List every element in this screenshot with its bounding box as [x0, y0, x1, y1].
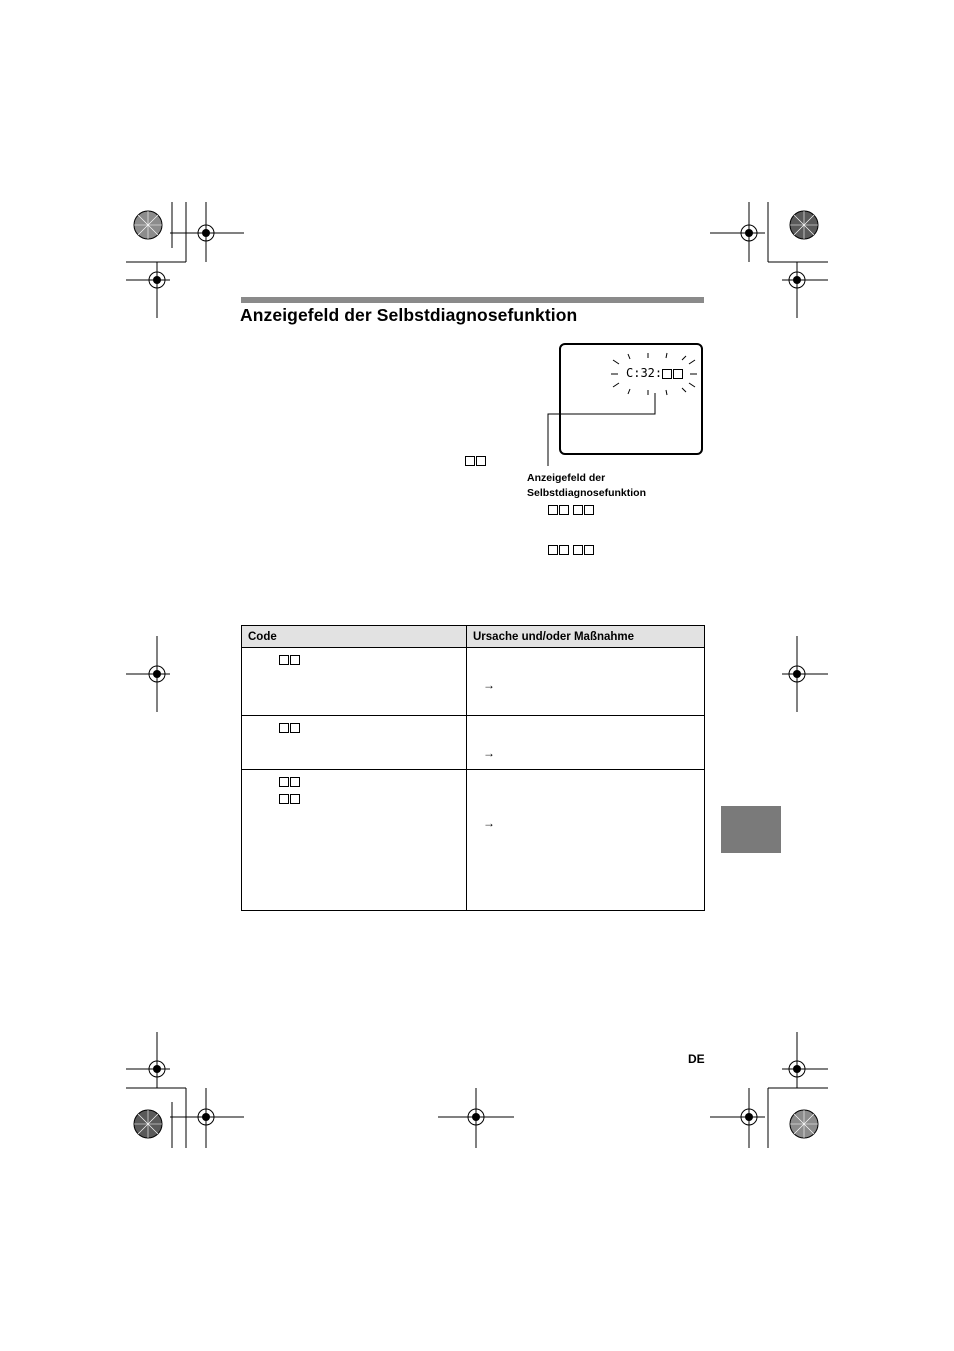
callout-caption: Anzeigefeld der Selbstdiagnosefunktion: [527, 472, 647, 499]
section-tab-marker: [721, 806, 781, 853]
placeholder-box: [279, 777, 289, 787]
placeholder-box: [584, 545, 594, 555]
placeholder-box: [584, 505, 594, 515]
code-placeholder: [465, 453, 487, 467]
lcd-screen-illustration: [559, 343, 703, 455]
placeholder-box: [548, 505, 558, 515]
placeholder-box: [573, 545, 583, 555]
page-title: Anzeigefeld der Selbstdiagnosefunktion: [240, 305, 578, 325]
placeholder-box: [279, 655, 289, 665]
code-placeholder: [548, 502, 595, 516]
placeholder-box: [290, 655, 300, 665]
language-label: DE: [688, 1052, 705, 1066]
arrow-icon: →: [483, 678, 495, 692]
placeholder-box: [573, 505, 583, 515]
placeholder-box: [548, 545, 558, 555]
placeholder-box: [559, 505, 569, 515]
table-row: [242, 648, 705, 716]
arrow-icon: →: [483, 816, 495, 830]
table-row: [242, 770, 705, 911]
arrow-icon: →: [483, 746, 495, 760]
title-rule: [241, 297, 704, 303]
column-header-cause: Ursache und/oder Maßnahme: [467, 626, 705, 648]
column-header-code: Code: [242, 626, 467, 648]
lcd-code-text: C:32:: [626, 366, 663, 380]
table-header-row: [242, 626, 705, 648]
placeholder-box: [465, 456, 475, 466]
placeholder-box: [290, 723, 300, 733]
placeholder-box: [476, 456, 486, 466]
placeholder-box: [279, 794, 289, 804]
code-cell: [242, 648, 467, 716]
placeholder-box: [279, 723, 289, 733]
cause-cell: [467, 648, 705, 716]
code-cell: [242, 770, 467, 911]
code-cell: [242, 716, 467, 770]
placeholder-box: [662, 369, 672, 379]
placeholder-box: [290, 794, 300, 804]
cause-cell: [467, 770, 705, 911]
error-code-table: [241, 625, 705, 911]
placeholder-box: [673, 369, 683, 379]
cause-cell: [467, 716, 705, 770]
lcd-code: [626, 366, 684, 380]
placeholder-box: [290, 777, 300, 787]
code-placeholder: [548, 542, 595, 556]
table-row: [242, 716, 705, 770]
placeholder-box: [559, 545, 569, 555]
